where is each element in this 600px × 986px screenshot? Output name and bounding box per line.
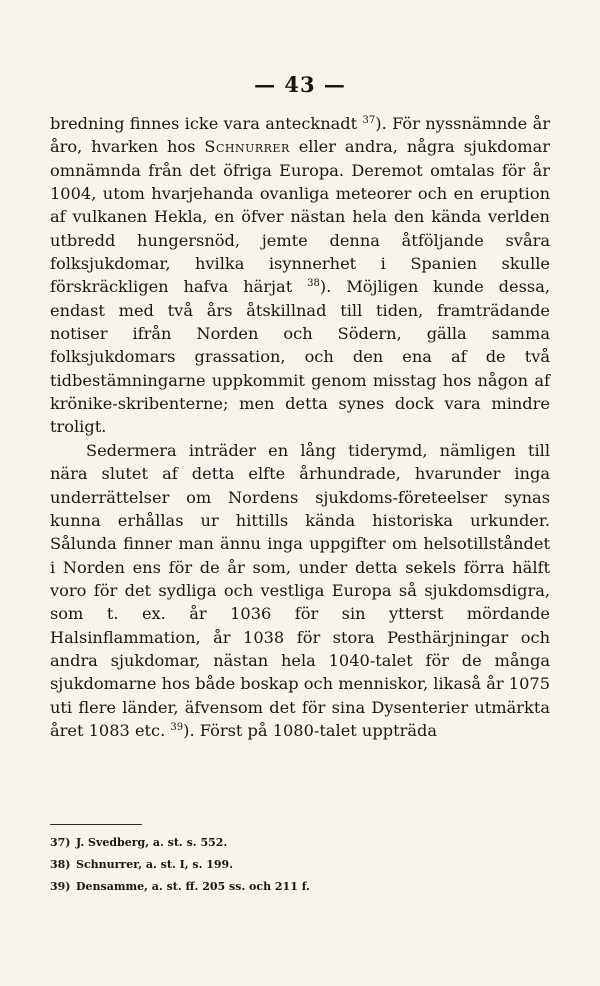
footnote-number: 39) bbox=[50, 880, 71, 893]
footnote-ref: 39 bbox=[170, 721, 184, 733]
footnote-ref: 37 bbox=[362, 115, 376, 126]
footnote-number: 37) bbox=[50, 836, 71, 849]
body-text bbox=[50, 112, 550, 742]
text-run: eller andra, några sjukdomar omnämnda från det öfriga Europa. Deremot omtalas för år 1004, utom hvarjehanda ovanliga meteorer och en eruption af vulkanen Hekla, en öfver nästan hela den kända verlden utbredd hungersnöd, jemte denna åtföljande svåra folksjukdomar, hvilka isynnerhet i Spanien skulle förskräckligen hafva härjat bbox=[50, 137, 550, 297]
text-run: ). För nyssnämnde år åro, hvarken hos bbox=[50, 114, 550, 157]
footnote bbox=[50, 832, 550, 854]
footnote-divider bbox=[50, 824, 142, 825]
footnote bbox=[50, 876, 550, 898]
text-run: ). Möjligen kunde dessa, endast med två års åtskillnad till tiden, framträdande notiser ifrån Norden och Södern, gälla samma folksjukdomars grassation, och den ena af de två tidbestämningarne uppkommit genom misstag hos någon af krönike-skribenterne; men detta synes dock vara mindre troligt. bbox=[50, 277, 550, 437]
paragraph bbox=[50, 112, 550, 439]
footnote-text: Densamme, a. st. ff. 205 ss. och 211 f. bbox=[76, 880, 310, 893]
text-run: ). Först på 1080-talet uppträda bbox=[183, 720, 437, 740]
author-name: Schnurrer bbox=[204, 137, 290, 157]
footnote-text: J. Svedberg, a. st. s. 552. bbox=[76, 836, 228, 849]
footnotes bbox=[50, 832, 550, 898]
footnote-text: Schnurrer, a. st. I, s. 199. bbox=[76, 858, 234, 871]
footnote-number: 38) bbox=[50, 858, 71, 871]
page-number: — 43 — bbox=[254, 72, 346, 97]
paragraph bbox=[50, 439, 550, 742]
text-run: bredning finnes icke vara antecknadt bbox=[50, 114, 363, 133]
footnote-ref: 38 bbox=[307, 278, 320, 290]
footnote bbox=[50, 854, 550, 876]
text-run: Sedermera inträder en lång tiderymd, nämligen till nära slutet af detta elfte århundrade, hvarunder inga underrättelser om Nordens sjukdoms-företeelser synas kunna erhållas ur hittills kända historiska urkunder. Sålunda finner man ännu inga uppgifter om helsotillståndet i Norden ens för de år som, under detta sekels förra hälft voro för det sydliga och vestliga Europa så sjukdomsdigra, som t. ex. år 1036 för sin ytterst mördande Halsinflammation, år 1038 för stora Pesthärjningar och andra sjukdomar, nästan hela 1040-talet för de många sjukdomarne hos både boskap och menniskor, likaså år 1075 uti flere länder, äfvensom det för sina Dysenterier utmärkta året 1083 etc. bbox=[50, 440, 550, 740]
